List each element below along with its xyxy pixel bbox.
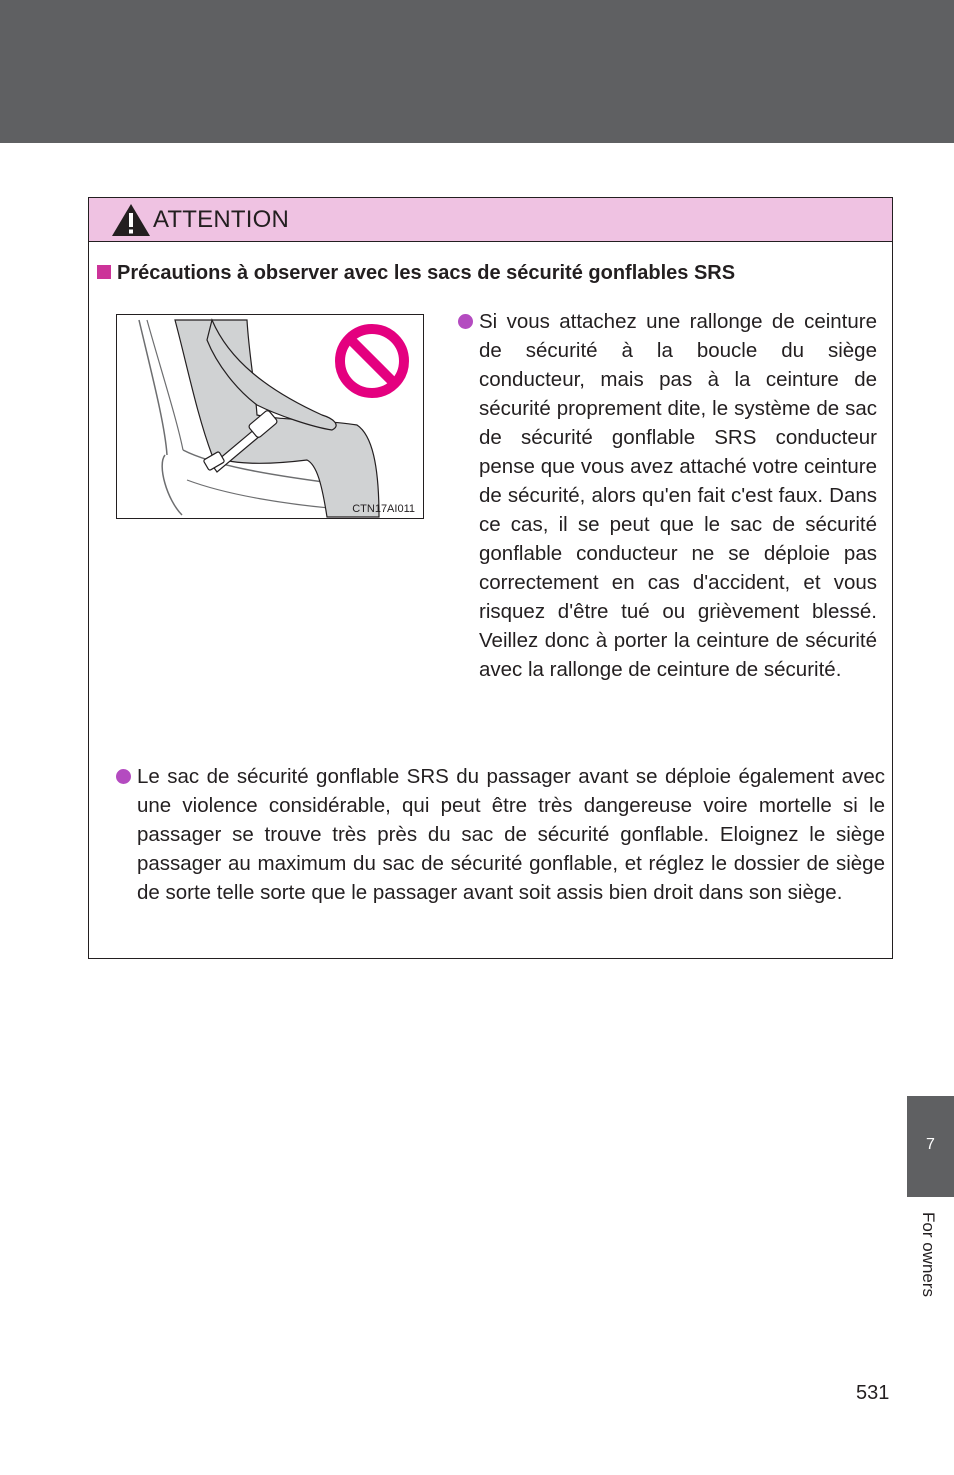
list-item [458,307,877,684]
warning-triangle-icon [111,203,151,237]
seatbelt-drawing [117,315,423,518]
prohibition-icon [340,329,404,393]
seatbelt-illustration [116,314,424,519]
caution-box [88,197,893,959]
square-bullet-icon [97,265,111,279]
chapter-name: For owners [919,1212,938,1298]
bullet-text: Le sac de sécurité gonflable SRS du passager avant se déploie également avec une violence considérable, qui peut être très dangereuse voire mortelle si le passager se trouve très près du sac de sécurité gonflable. Eloignez le siège passager au maximum du sac de sécurité gonflable, et réglez le dossier de siège de sorte telle sorte que le passager avant soit assis bien droit dans son siège. [137,765,885,904]
page-number: 531 [856,1382,890,1404]
round-bullet-icon [458,314,473,329]
chapter-number: 7 [926,1136,935,1153]
section-heading-text: Précautions à observer avec les sacs de sécurité gonflables SRS [117,262,736,284]
header-band [0,0,954,143]
section-heading [97,262,735,285]
chapter-tab [907,1096,954,1197]
caution-header [89,198,892,242]
list-item [116,762,885,907]
bullet-text: Si vous attachez une rallonge de ceinture de sécurité à la boucle du siège conducteur, mais pas à la ceinture de sécurité proprement dite, le système de sac de sécurité gonflable SRS conducteur pense que vous avez attaché votre ceinture de sécurité, alors qu'en fait c'est faux. Dans ce cas, il se peut que le sac de sécurité gonflable conducteur ne se déploie pas correctement en cas d'accident, et vous risquez d'être tué ou grièvement blessé. Veillez donc à porter la ceinture de sécurité avec la rallonge de ceinture de sécurité. [479,310,877,681]
figure-code: CTN17AI011 [352,503,415,515]
round-bullet-icon [116,769,131,784]
caution-title: ATTENTION [153,206,290,233]
